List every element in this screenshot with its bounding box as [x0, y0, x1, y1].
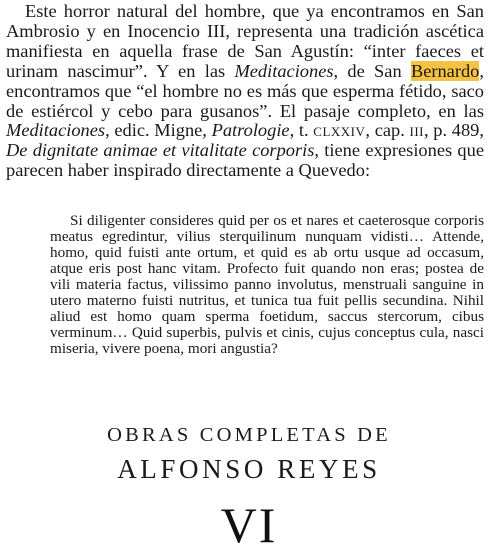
paragraph-span: , tiene expresiones que parecen haber inspirado directamente a Quevedo:: [6, 140, 484, 181]
main-paragraph: [6, 2, 484, 181]
italic-title-meditaciones: Meditaciones: [234, 60, 334, 81]
highlighted-word-bernardo[interactable]: Bernardo: [410, 60, 480, 81]
paragraph-span: , p. 489,: [424, 120, 484, 141]
chapter-roman-numeral: iii: [409, 120, 425, 141]
paragraph-text: [6, 2, 484, 181]
author-name: ALFONSO REYES: [117, 454, 381, 484]
volume-roman-numeral: clxxiv: [313, 120, 366, 141]
paragraph-span: , de San: [333, 60, 411, 81]
paragraph-span: , cap.: [365, 120, 410, 141]
paragraph-span: , edic. Migne,: [105, 120, 212, 141]
paragraph-span: Este horror natural del hombre, que ya encontramos en San Ambrosio y en Inocencio III, representa una tradición ascética manifiesta en aquella frase de San Agustín: “inter faeces et urinam nascimur”. Y en las: [6, 1, 484, 81]
quote-text: Si diligenter consideres quid per os et nares et caeterosque corporis meatus egredintur, vilius sterquilinum nunquam vidisti… Attende, homo, quid fuisti ante ortum, et quid es ab ortu usque ad occasum, atque eris post hanc vitam. Profecto fuit quando non eras; postea de vili materia factus, vilissimo panno involutus, menstruali sanguine in utero materno fuisti nutritus, et tunica tua fuit pellis secundina. Nihil aliud est homo quam sperma foetidum, saccus stercorum, cibus verminum… Quid superbis, pulvis et cinis, cujus conceptus cula, nasci miseria, vivere poena, mori angustia?: [50, 212, 484, 357]
italic-title-de-dignitate: De dignitate animae et vitalitate corporis: [6, 140, 315, 161]
volume-number: VI: [220, 497, 278, 553]
italic-title-meditaciones: Meditaciones: [6, 120, 106, 141]
paragraph-span: , t.: [289, 120, 314, 141]
italic-title-patrologie: Patrologie: [211, 120, 290, 141]
paragraph-span: , encontramos que “el hombre no es más que esperma fétido, saco de estiércol y cebo para gusanos”. El pasaje completo, en las: [6, 60, 484, 121]
series-heading: OBRAS COMPLETAS DE: [107, 424, 391, 446]
latin-block-quote: [50, 213, 484, 357]
